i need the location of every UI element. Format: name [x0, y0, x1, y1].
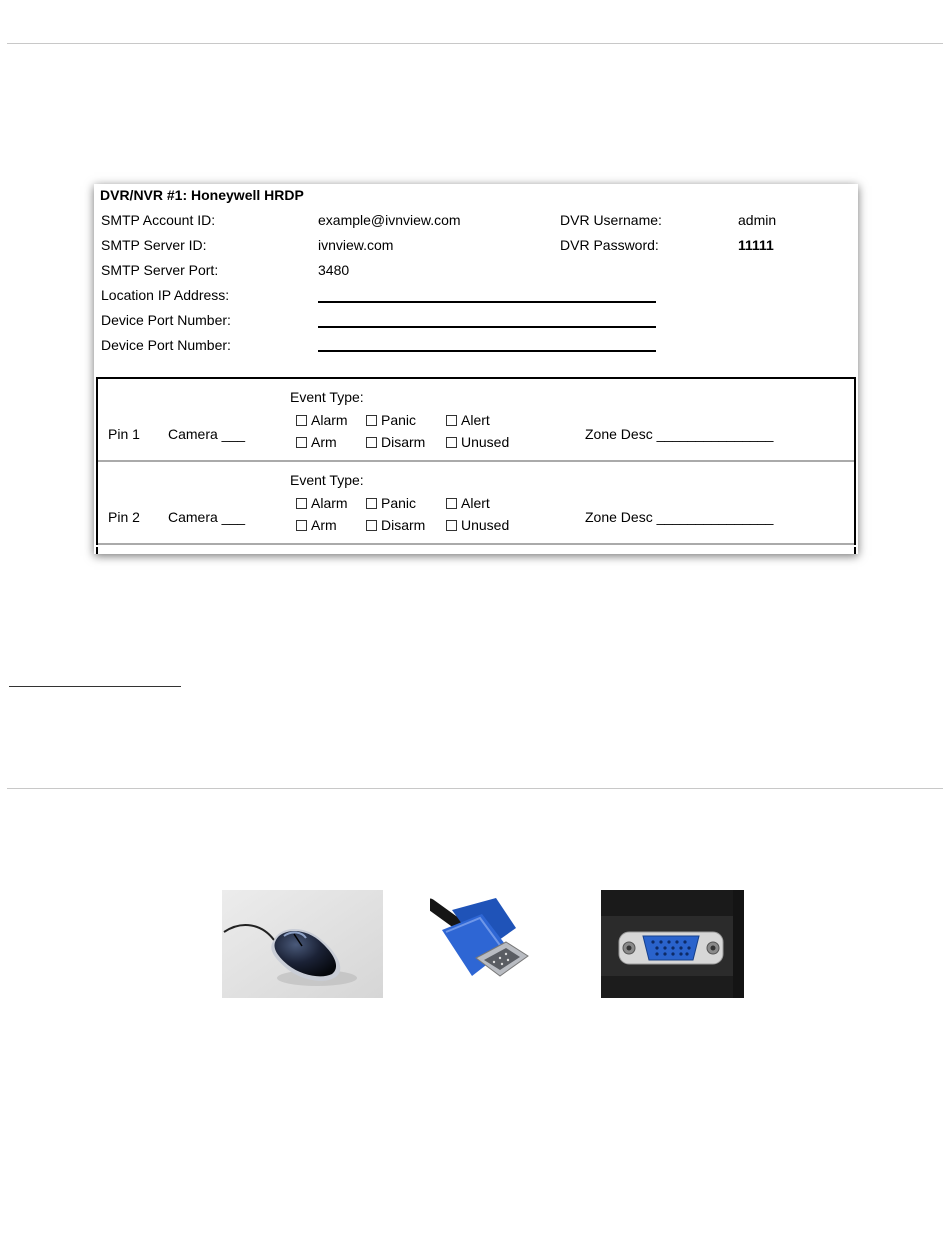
dvr-password-value: 11111 [738, 237, 774, 253]
camera-label: Camera ___ [168, 509, 246, 525]
panic-checkbox[interactable]: Panic [366, 412, 416, 428]
dvr-username-label: DVR Username: [560, 212, 662, 228]
pin-row [96, 462, 856, 545]
smtp-account-value: example@ivnview.com [318, 212, 461, 228]
dvr-form-screenshot [94, 184, 858, 554]
smtp-account-label: SMTP Account ID: [101, 212, 216, 228]
event-type-label: Event Type: [290, 389, 364, 405]
pin-label: Pin 2 [108, 509, 140, 525]
device-port-blank-2 [318, 350, 656, 352]
disarm-checkbox[interactable]: Disarm [366, 517, 425, 533]
vga-cable-photo [430, 890, 530, 998]
top-divider [7, 43, 943, 44]
dvr-password-label: DVR Password: [560, 237, 659, 253]
camera-label: Camera ___ [168, 426, 246, 442]
pin-row-partial [96, 547, 856, 554]
smtp-server-value: ivnview.com [318, 237, 394, 253]
vga-cable-icon [430, 890, 530, 998]
location-ip-label: Location IP Address: [101, 287, 230, 303]
alarm-checkbox[interactable]: Alarm [296, 495, 348, 511]
device-port-label-1: Device Port Number: [101, 312, 231, 328]
disarm-checkbox[interactable]: Disarm [366, 434, 425, 450]
zone-desc-label: Zone Desc _______________ [585, 426, 774, 442]
alert-checkbox[interactable]: Alert [446, 495, 490, 511]
dvr-username-value: admin [738, 212, 777, 228]
vga-port-icon [601, 890, 744, 998]
zone-desc-label: Zone Desc _______________ [585, 509, 774, 525]
alarm-checkbox[interactable]: Alarm [296, 412, 348, 428]
smtp-port-label: SMTP Server Port: [101, 262, 219, 278]
unused-checkbox[interactable]: Unused [446, 517, 509, 533]
pin-label: Pin 1 [108, 426, 140, 442]
pin-row [96, 377, 856, 462]
smtp-server-label: SMTP Server ID: [101, 237, 207, 253]
device-port-label-2: Device Port Number: [101, 337, 231, 353]
short-underline [9, 686, 181, 687]
smtp-port-value: 3480 [318, 262, 350, 278]
unused-checkbox[interactable]: Unused [446, 434, 509, 450]
mouse-photo [222, 890, 383, 998]
event-type-label: Event Type: [290, 472, 364, 488]
row-divider [98, 543, 854, 545]
location-ip-blank [318, 301, 656, 303]
mouse-icon [222, 890, 383, 998]
device-port-blank-1 [318, 326, 656, 328]
middle-divider [7, 788, 943, 789]
panic-checkbox[interactable]: Panic [366, 495, 416, 511]
arm-checkbox[interactable]: Arm [296, 434, 337, 450]
alert-checkbox[interactable]: Alert [446, 412, 490, 428]
vga-port-photo [601, 890, 744, 998]
arm-checkbox[interactable]: Arm [296, 517, 337, 533]
form-title: DVR/NVR #1: Honeywell HRDP [100, 187, 304, 203]
